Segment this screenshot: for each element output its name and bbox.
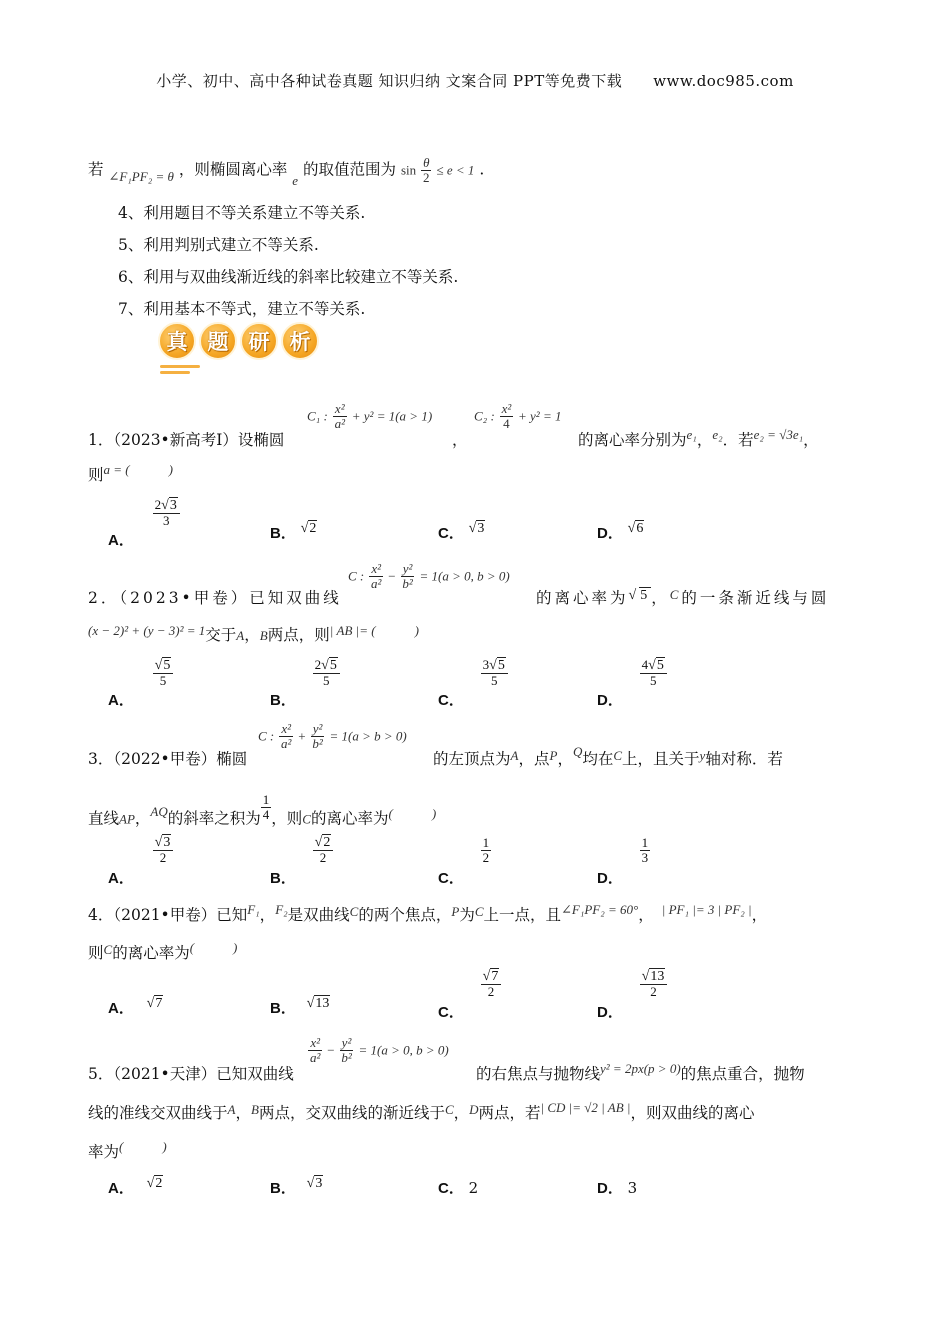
q5-option-b[interactable]: B． √3 xyxy=(270,1176,323,1197)
banner-char: 真 xyxy=(158,322,196,360)
method-item: 4、利用题目不等关系建立不等关系. xyxy=(118,204,366,222)
q5-option-c[interactable]: C． 2 xyxy=(438,1179,479,1197)
angle-condition: ∠F₁PF₂ = θ xyxy=(108,168,174,184)
banner-char: 析 xyxy=(281,322,319,360)
q5-line3: 率为( ) xyxy=(88,1139,167,1161)
q2-option-a[interactable]: A． $\frac{√5}{5}$ xyxy=(108,658,173,688)
q3-ellipse: C : $\frac{\text{x²}}{\text{a²}}$ + $\frac{\text{y²}}{\text{b²}}$ = 1(a > b > 0) xyxy=(258,721,407,751)
banner-stripe xyxy=(160,371,190,374)
q4-line1: 4．（2021•甲卷）已知$^{F_1}$，$^{F_2}$是双曲线$^C$的两个焦点，$^P$为$^C$上一点，且$^{\angle F_1PF_2 = 60^\circ}$， $^{| PF_1 |= 3 | PF_2 |}$， xyxy=(88,902,768,924)
q3-line1: 3．（2022•甲卷）椭圆 xyxy=(88,750,248,768)
q1-ellipse1: C₁ : $\frac{\text{x²}}{\text{a²}}$ + y² = 1(a > 1) xyxy=(307,401,433,431)
method-item: 6、利用与双曲线渐近线的斜率比较建立不等关系. xyxy=(118,268,459,286)
q5-option-a[interactable]: A． √2 xyxy=(108,1176,163,1197)
q4-option-d[interactable]: D． $\frac{√13}{2}$ xyxy=(597,970,667,999)
theta-over-two: $\frac{\theta}{2}$ xyxy=(423,155,430,185)
q1-text: 的离心率分别为$^{e_1}$，$^{e_2}$．若$^{e_2 = √3e_1}$， xyxy=(578,427,819,449)
banner-char: 题 xyxy=(199,322,237,360)
q1-line1: 1．（2023•新高考Ⅰ）设椭圆 xyxy=(88,431,285,449)
q4-option-a[interactable]: A． √7 xyxy=(108,996,163,1017)
q5-line2: 线的准线交双曲线于$^A$，$^B$两点，交双曲线的渐近线于$^C$，$^D$两点，若$^{| CD |= √2 | AB |}$，则双曲线的离心 xyxy=(88,1100,755,1122)
q1-option-c[interactable]: C． √3 xyxy=(438,521,485,542)
method-item: 5、利用判别式建立不等关系. xyxy=(118,236,319,254)
method-item: 7、利用基本不等式，建立不等关系. xyxy=(118,300,366,318)
banner-stripe xyxy=(160,365,200,368)
q1-line2: 则$^{a = ( )}$ xyxy=(88,462,173,484)
q2-option-c[interactable]: C． $\frac{3√5}{5}$ xyxy=(438,658,508,688)
banner-char: 研 xyxy=(240,322,278,360)
q1-ellipse2: C₂ : $\frac{\text{x²}}{4}$ + y² = 1 xyxy=(474,401,562,431)
q3-line2: 直线AP，$^{AQ}$的斜率之积为 $\frac{1}{4}$ ，则C的离心率为( ) xyxy=(88,792,437,828)
q2-option-b[interactable]: B． $\frac{2√5}{5}$ xyxy=(270,658,340,688)
q4-line2: 则$^C$的离心率为( ) xyxy=(88,940,238,962)
q5-hyperbola: $\frac{\text{x²}}{\text{a²}}$ − $\frac{\text{y²}}{\text{b²}}$ = 1(a > 0, b > 0) xyxy=(310,1035,449,1065)
q2-line1: 2．（2023•甲卷）已知双曲线 xyxy=(88,589,342,607)
q5-text: 的右焦点与抛物线$^{y^2 = 2px(p > 0)}$的焦点重合，抛物 xyxy=(476,1061,805,1083)
q2-text: 的离心率为√5，$^C$的一条渐近线与圆 xyxy=(536,587,830,607)
q3-option-b[interactable]: B． $\frac{√2}{2}$ xyxy=(270,836,333,865)
q3-text: 的左顶点为$^A$，点$^P$，$^Q$均在$^C$上，且关于$^y$轴对称．若 xyxy=(433,744,783,768)
page-header: 小学、初中、高中各种试卷真题 知识归纳 文案合同 PPT等免费下载 www.doc985.com xyxy=(156,72,794,90)
q3-option-c[interactable]: C． $\frac{1}{2}$ xyxy=(438,835,490,887)
intro-line: 若 $_{\angle F_1PF_2 = \theta}$ ，则椭圆离心率 $_e$ 的取值范围为 sin $\frac{\theta}{2}$ ≤ e < 1 . xyxy=(88,155,485,188)
q3-option-a[interactable]: A． $\frac{√3}{2}$ xyxy=(108,836,173,865)
section-banner xyxy=(158,322,323,378)
q3-option-d[interactable]: D． $\frac{1}{3}$ xyxy=(597,835,649,887)
q2-hyperbola: C : $\frac{\text{x²}}{\text{a²}}$ − $\frac{\text{y²}}{\text{b²}}$ = 1(a > 0, b > 0) xyxy=(348,561,510,591)
q1-option-a[interactable]: A． $\frac{2√3}{3}$ xyxy=(108,498,180,528)
q1-option-d[interactable]: D． √6 xyxy=(597,521,644,542)
q1-option-b[interactable]: B． √2 xyxy=(270,521,317,542)
q4-option-c[interactable]: C． $\frac{√7}{2}$ xyxy=(438,970,501,999)
q5-line1: 5．（2021•天津）已知双曲线 xyxy=(88,1065,294,1083)
q5-option-d[interactable]: D． 3 xyxy=(597,1179,638,1197)
q2-option-d[interactable]: D． $\frac{4√5}{5}$ xyxy=(597,658,667,688)
q4-option-b[interactable]: B． √13 xyxy=(270,996,330,1017)
q2-line2: $^{(x - 2)^2 + (y - 3)^2 = 1}$交于A，B两点，则$^{| AB |= ( )}$ xyxy=(88,623,419,644)
